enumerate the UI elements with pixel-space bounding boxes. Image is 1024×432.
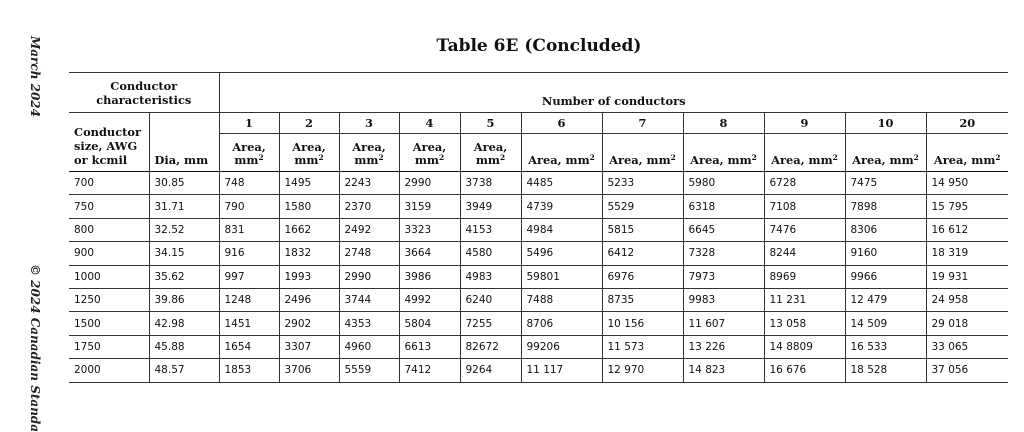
conductor-size-cell: 2000	[69, 359, 149, 382]
area-cell: 4739	[521, 195, 602, 218]
area-cell: 7328	[683, 242, 764, 265]
area-header-label: Area, mm	[690, 152, 752, 167]
area-cell: 2990	[339, 265, 399, 288]
area-cell: 2370	[339, 195, 399, 218]
table-row	[69, 242, 1008, 265]
area-cell: 16 533	[845, 335, 926, 358]
area-cell: 8706	[521, 312, 602, 335]
area-header-superscript: 2	[913, 152, 919, 162]
area-cell: 3307	[279, 335, 339, 358]
area-cell: 2496	[279, 288, 339, 311]
area-cell: 59801	[521, 265, 602, 288]
table-title: Table 6E (Concluded)	[436, 36, 642, 56]
area-cell: 1451	[219, 312, 279, 335]
conductor-characteristics-header: Conductor characteristics	[69, 73, 219, 113]
conductor-size-cell: 800	[69, 218, 149, 241]
area-cell: 1832	[279, 242, 339, 265]
area-cell: 4153	[460, 218, 521, 241]
area-header	[926, 134, 1008, 172]
area-cell: 13 058	[764, 312, 845, 335]
area-cell: 14 823	[683, 359, 764, 382]
area-cell: 6318	[683, 195, 764, 218]
area-header-superscript: 2	[258, 152, 264, 162]
area-cell: 1248	[219, 288, 279, 311]
area-cell: 11 607	[683, 312, 764, 335]
area-header-superscript: 2	[318, 152, 324, 162]
area-cell: 997	[219, 265, 279, 288]
area-cell: 2492	[339, 218, 399, 241]
area-cell: 4960	[339, 335, 399, 358]
area-cell: 19 931	[926, 265, 1008, 288]
area-header-label: Area, mm	[292, 139, 326, 167]
area-header-label: Area, mm	[352, 139, 386, 167]
area-cell: 3949	[460, 195, 521, 218]
conductor-size-cell: 750	[69, 195, 149, 218]
count-header: 3	[339, 113, 399, 134]
area-header-superscript: 2	[589, 152, 595, 162]
area-header-label: Area, mm	[771, 152, 833, 167]
area-cell: 7475	[845, 172, 926, 195]
area-cell: 8306	[845, 218, 926, 241]
area-cell: 9264	[460, 359, 521, 382]
area-cell: 9966	[845, 265, 926, 288]
area-cell: 11 573	[602, 335, 683, 358]
area-cell: 12 479	[845, 288, 926, 311]
dia-cell: 39.86	[149, 288, 219, 311]
area-cell: 1580	[279, 195, 339, 218]
conductor-size-cell: 1000	[69, 265, 149, 288]
count-header: 4	[399, 113, 460, 134]
count-header: 20	[926, 113, 1008, 134]
area-cell: 790	[219, 195, 279, 218]
area-cell: 2990	[399, 172, 460, 195]
table-row	[69, 288, 1008, 311]
conductor-size-header: Conductor size, AWG or kcmil	[69, 113, 149, 172]
area-cell: 7412	[399, 359, 460, 382]
area-cell: 13 226	[683, 335, 764, 358]
area-cell: 7108	[764, 195, 845, 218]
area-cell: 4580	[460, 242, 521, 265]
area-cell: 4353	[339, 312, 399, 335]
area-header	[460, 134, 521, 172]
area-header-label: Area, mm	[609, 152, 671, 167]
area-header	[845, 134, 926, 172]
conductor-size-cell: 1250	[69, 288, 149, 311]
area-header-label: Area, mm	[528, 152, 590, 167]
area-cell: 8244	[764, 242, 845, 265]
area-cell: 3323	[399, 218, 460, 241]
area-header-label: Area, mm	[412, 139, 447, 167]
side-date: March 2024	[28, 36, 42, 117]
conductor-size-cell: 900	[69, 242, 149, 265]
area-header-label: Area, mm	[473, 139, 508, 167]
table-row	[69, 218, 1008, 241]
table-row	[69, 265, 1008, 288]
area-cell: 2243	[339, 172, 399, 195]
conductor-size-cell: 700	[69, 172, 149, 195]
area-cell: 1495	[279, 172, 339, 195]
area-cell: 6728	[764, 172, 845, 195]
area-header	[279, 134, 339, 172]
area-cell: 5980	[683, 172, 764, 195]
area-cell: 6613	[399, 335, 460, 358]
dia-cell: 35.62	[149, 265, 219, 288]
table-row	[69, 335, 1008, 358]
area-cell: 748	[219, 172, 279, 195]
conductor-table	[69, 72, 1008, 383]
area-cell: 33 065	[926, 335, 1008, 358]
dia-cell: 42.98	[149, 312, 219, 335]
dia-cell: 48.57	[149, 359, 219, 382]
dia-cell: 30.85	[149, 172, 219, 195]
area-cell: 11 117	[521, 359, 602, 382]
table-row	[69, 312, 1008, 335]
area-header-superscript: 2	[499, 152, 506, 162]
area-header-superscript: 2	[995, 152, 1001, 162]
dia-cell: 45.88	[149, 335, 219, 358]
area-cell: 7973	[683, 265, 764, 288]
area-cell: 1662	[279, 218, 339, 241]
area-cell: 7255	[460, 312, 521, 335]
area-cell: 3664	[399, 242, 460, 265]
area-cell: 831	[219, 218, 279, 241]
count-header: 9	[764, 113, 845, 134]
area-cell: 5233	[602, 172, 683, 195]
area-header-label: Area, mm	[852, 152, 914, 167]
area-header	[683, 134, 764, 172]
area-header-superscript: 2	[751, 152, 757, 162]
count-header: 8	[683, 113, 764, 134]
area-cell: 6976	[602, 265, 683, 288]
area-cell: 16 612	[926, 218, 1008, 241]
area-cell: 7898	[845, 195, 926, 218]
area-header-superscript: 2	[438, 152, 445, 162]
area-cell: 12 970	[602, 359, 683, 382]
area-cell: 37 056	[926, 359, 1008, 382]
area-cell: 2748	[339, 242, 399, 265]
area-cell: 9983	[683, 288, 764, 311]
area-cell: 18 528	[845, 359, 926, 382]
area-cell: 5496	[521, 242, 602, 265]
area-cell: 24 958	[926, 288, 1008, 311]
count-header: 10	[845, 113, 926, 134]
area-cell: 4984	[521, 218, 602, 241]
count-header: 2	[279, 113, 339, 134]
conductor-size-cell: 1500	[69, 312, 149, 335]
area-cell: 5559	[339, 359, 399, 382]
conductor-size-cell: 1750	[69, 335, 149, 358]
area-cell: 2902	[279, 312, 339, 335]
area-cell: 5529	[602, 195, 683, 218]
area-cell: 3706	[279, 359, 339, 382]
area-cell: 14 509	[845, 312, 926, 335]
area-cell: 3738	[460, 172, 521, 195]
area-header-label: Area, mm	[232, 139, 266, 167]
area-header-superscript: 2	[832, 152, 838, 162]
count-header: 6	[521, 113, 602, 134]
area-header-superscript: 2	[378, 152, 384, 162]
area-cell: 14 950	[926, 172, 1008, 195]
area-cell: 7476	[764, 218, 845, 241]
area-cell: 8735	[602, 288, 683, 311]
area-header	[602, 134, 683, 172]
area-cell: 99206	[521, 335, 602, 358]
dia-cell: 31.71	[149, 195, 219, 218]
count-header: 7	[602, 113, 683, 134]
area-header	[219, 134, 279, 172]
area-header	[339, 134, 399, 172]
area-cell: 6412	[602, 242, 683, 265]
area-header-superscript: 2	[670, 152, 676, 162]
area-cell: 18 319	[926, 242, 1008, 265]
area-cell: 1853	[219, 359, 279, 382]
area-cell: 4485	[521, 172, 602, 195]
area-cell: 4983	[460, 265, 521, 288]
area-cell: 3159	[399, 195, 460, 218]
area-cell: 6240	[460, 288, 521, 311]
area-cell: 29 018	[926, 312, 1008, 335]
area-header	[521, 134, 602, 172]
table-row	[69, 195, 1008, 218]
area-cell: 9160	[845, 242, 926, 265]
count-header: 1	[219, 113, 279, 134]
area-header	[764, 134, 845, 172]
number-of-conductors-header: Number of conductors	[219, 73, 1008, 113]
dia-cell: 32.52	[149, 218, 219, 241]
area-cell: 1654	[219, 335, 279, 358]
dia-cell: 34.15	[149, 242, 219, 265]
area-cell: 7488	[521, 288, 602, 311]
area-cell: 15 795	[926, 195, 1008, 218]
area-cell: 4992	[399, 288, 460, 311]
area-header	[399, 134, 460, 172]
area-cell: 5804	[399, 312, 460, 335]
count-header: 5	[460, 113, 521, 134]
area-cell: 916	[219, 242, 279, 265]
table-row	[69, 359, 1008, 382]
area-cell: 5815	[602, 218, 683, 241]
area-cell: 82672	[460, 335, 521, 358]
side-copyright: © 2024 Canadian Standa	[28, 264, 42, 432]
dia-header: Dia, mm	[149, 113, 219, 172]
area-cell: 14 8809	[764, 335, 845, 358]
area-cell: 10 156	[602, 312, 683, 335]
area-cell: 1993	[279, 265, 339, 288]
area-cell: 3986	[399, 265, 460, 288]
area-cell: 11 231	[764, 288, 845, 311]
area-header-label: Area, mm	[933, 152, 996, 167]
area-cell: 16 676	[764, 359, 845, 382]
area-cell: 6645	[683, 218, 764, 241]
table-row	[69, 172, 1008, 195]
area-cell: 8969	[764, 265, 845, 288]
area-cell: 3744	[339, 288, 399, 311]
